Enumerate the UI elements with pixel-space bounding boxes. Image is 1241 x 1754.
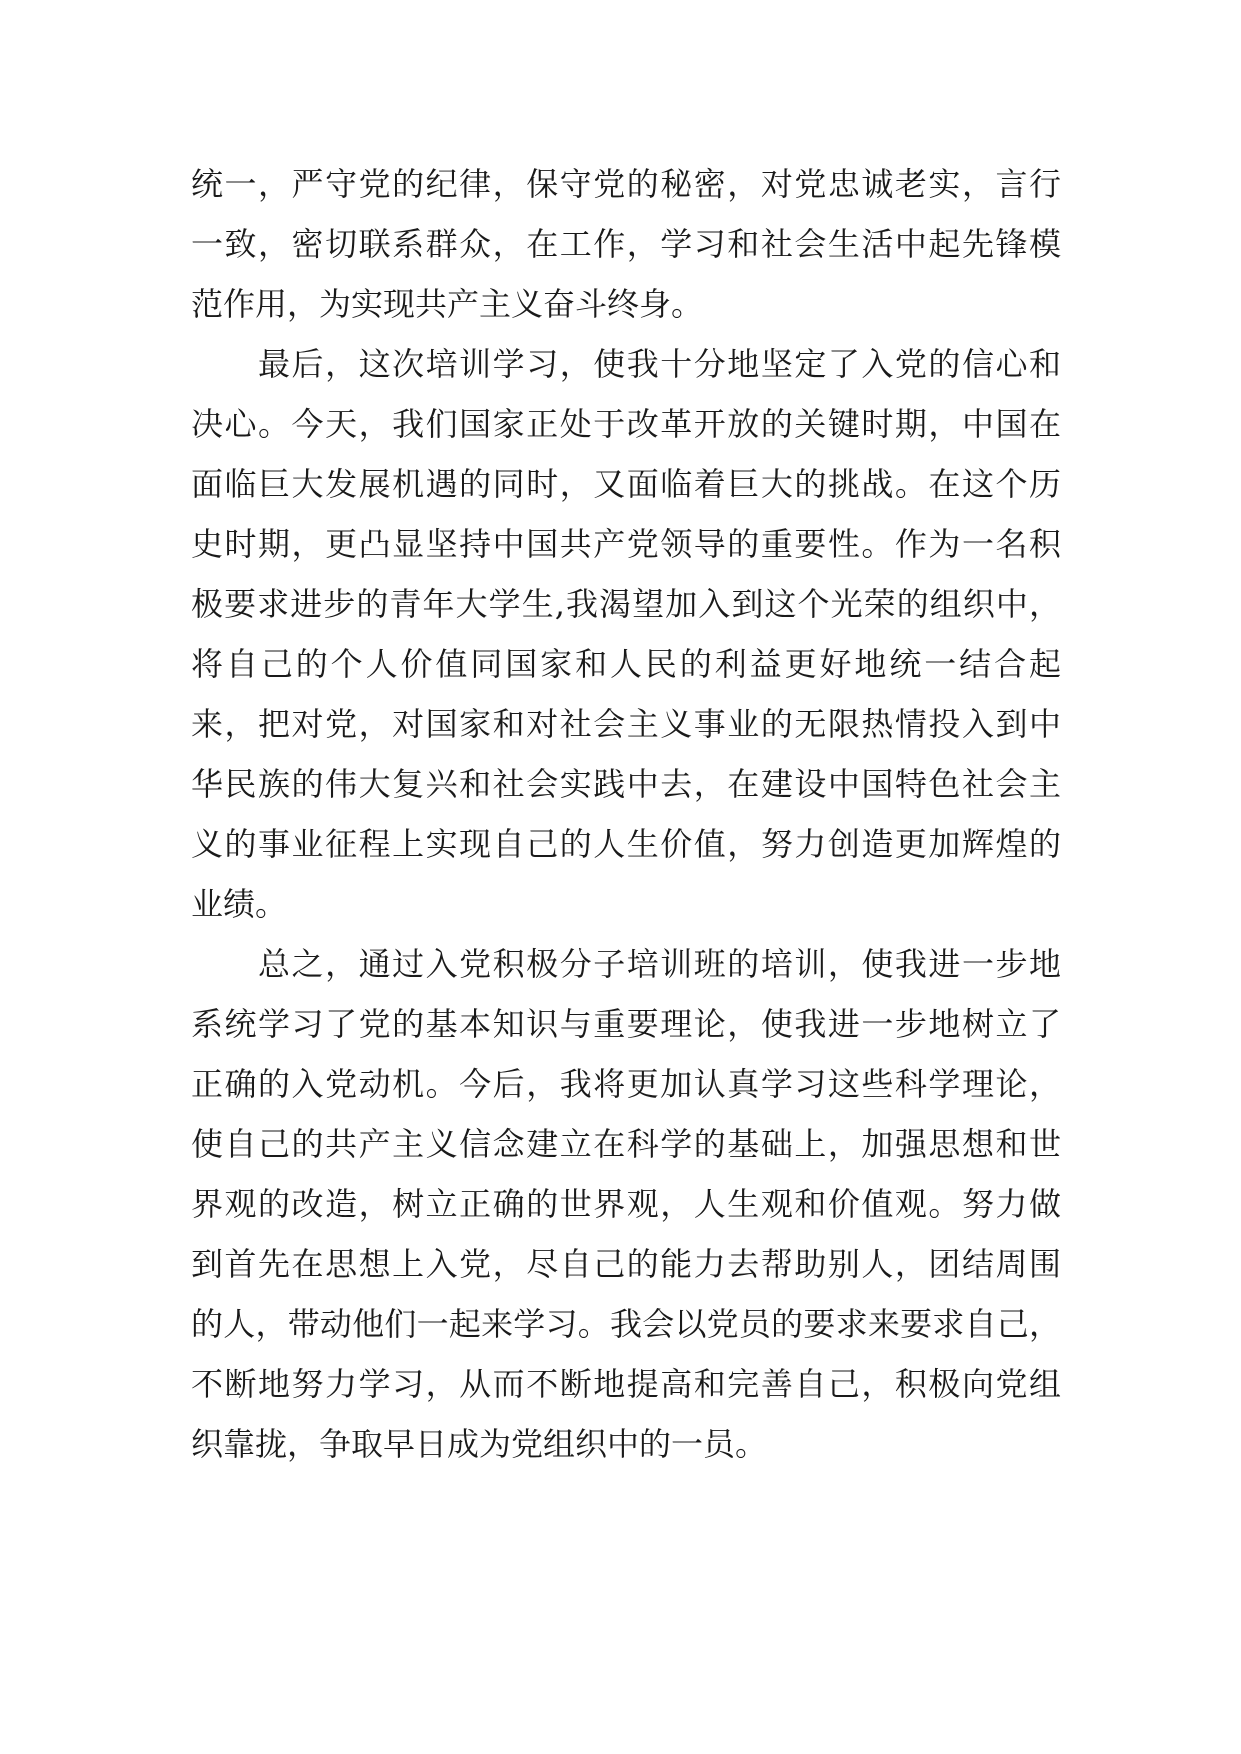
text-line: 一致，密切联系群众，在工作，学习和社会生活中起先锋模: [191, 225, 1061, 263]
text-line: 来，把对党，对国家和对社会主义事业的无限热情投入到中: [191, 705, 1061, 743]
text-line: 华民族的伟大复兴和社会实践中去，在建设中国特色社会主: [191, 765, 1061, 803]
paragraph-1: [191, 154, 1061, 334]
text-line: 将自己的个人价值同国家和人民的利益更好地统一结合起: [191, 645, 1061, 683]
text-line: 统一，严守党的纪律，保守党的秘密，对党忠诚老实，言行: [191, 165, 1061, 203]
text-line: 总之，通过入党积极分子培训班的培训，使我进一步地: [191, 945, 1061, 983]
text-line: 义的事业征程上实现自己的人生价值，努力创造更加辉煌的: [191, 825, 1061, 863]
text-line: 的人，带动他们一起来学习。我会以党员的要求来要求自己，: [191, 1305, 1061, 1343]
paragraph-2: [191, 334, 1061, 934]
text-line: 到首先在思想上入党，尽自己的能力去帮助别人，团结周围: [191, 1245, 1061, 1283]
text-line: 织靠拢，争取早日成为党组织中的一员。: [191, 1425, 768, 1463]
text-line: 史时期，更凸显坚持中国共产党领导的重要性。作为一名积: [191, 525, 1061, 563]
text-line: 范作用，为实现共产主义奋斗终身。: [191, 285, 704, 323]
text-line: 使自己的共产主义信念建立在科学的基础上，加强思想和世: [191, 1125, 1061, 1163]
text-line: 界观的改造，树立正确的世界观，人生观和价值观。努力做: [191, 1185, 1061, 1223]
text-line: 极要求进步的青年大学生,我渴望加入到这个光荣的组织中，: [191, 585, 1061, 623]
text-line: 系统学习了党的基本知识与重要理论，使我进一步地树立了: [191, 1005, 1061, 1043]
paragraph-3: [191, 934, 1061, 1474]
text-line: 业绩。: [191, 885, 288, 923]
text-line: 不断地努力学习，从而不断地提高和完善自己，积极向党组: [191, 1365, 1061, 1403]
text-line: 面临巨大发展机遇的同时，又面临着巨大的挑战。在这个历: [191, 465, 1061, 503]
text-line: 最后，这次培训学习，使我十分地坚定了入党的信心和: [191, 345, 1061, 383]
text-line: 决心。今天，我们国家正处于改革开放的关键时期，中国在: [191, 405, 1061, 443]
document-body: [191, 154, 1061, 1474]
text-line: 正确的入党动机。今后，我将更加认真学习这些科学理论，: [191, 1065, 1061, 1103]
